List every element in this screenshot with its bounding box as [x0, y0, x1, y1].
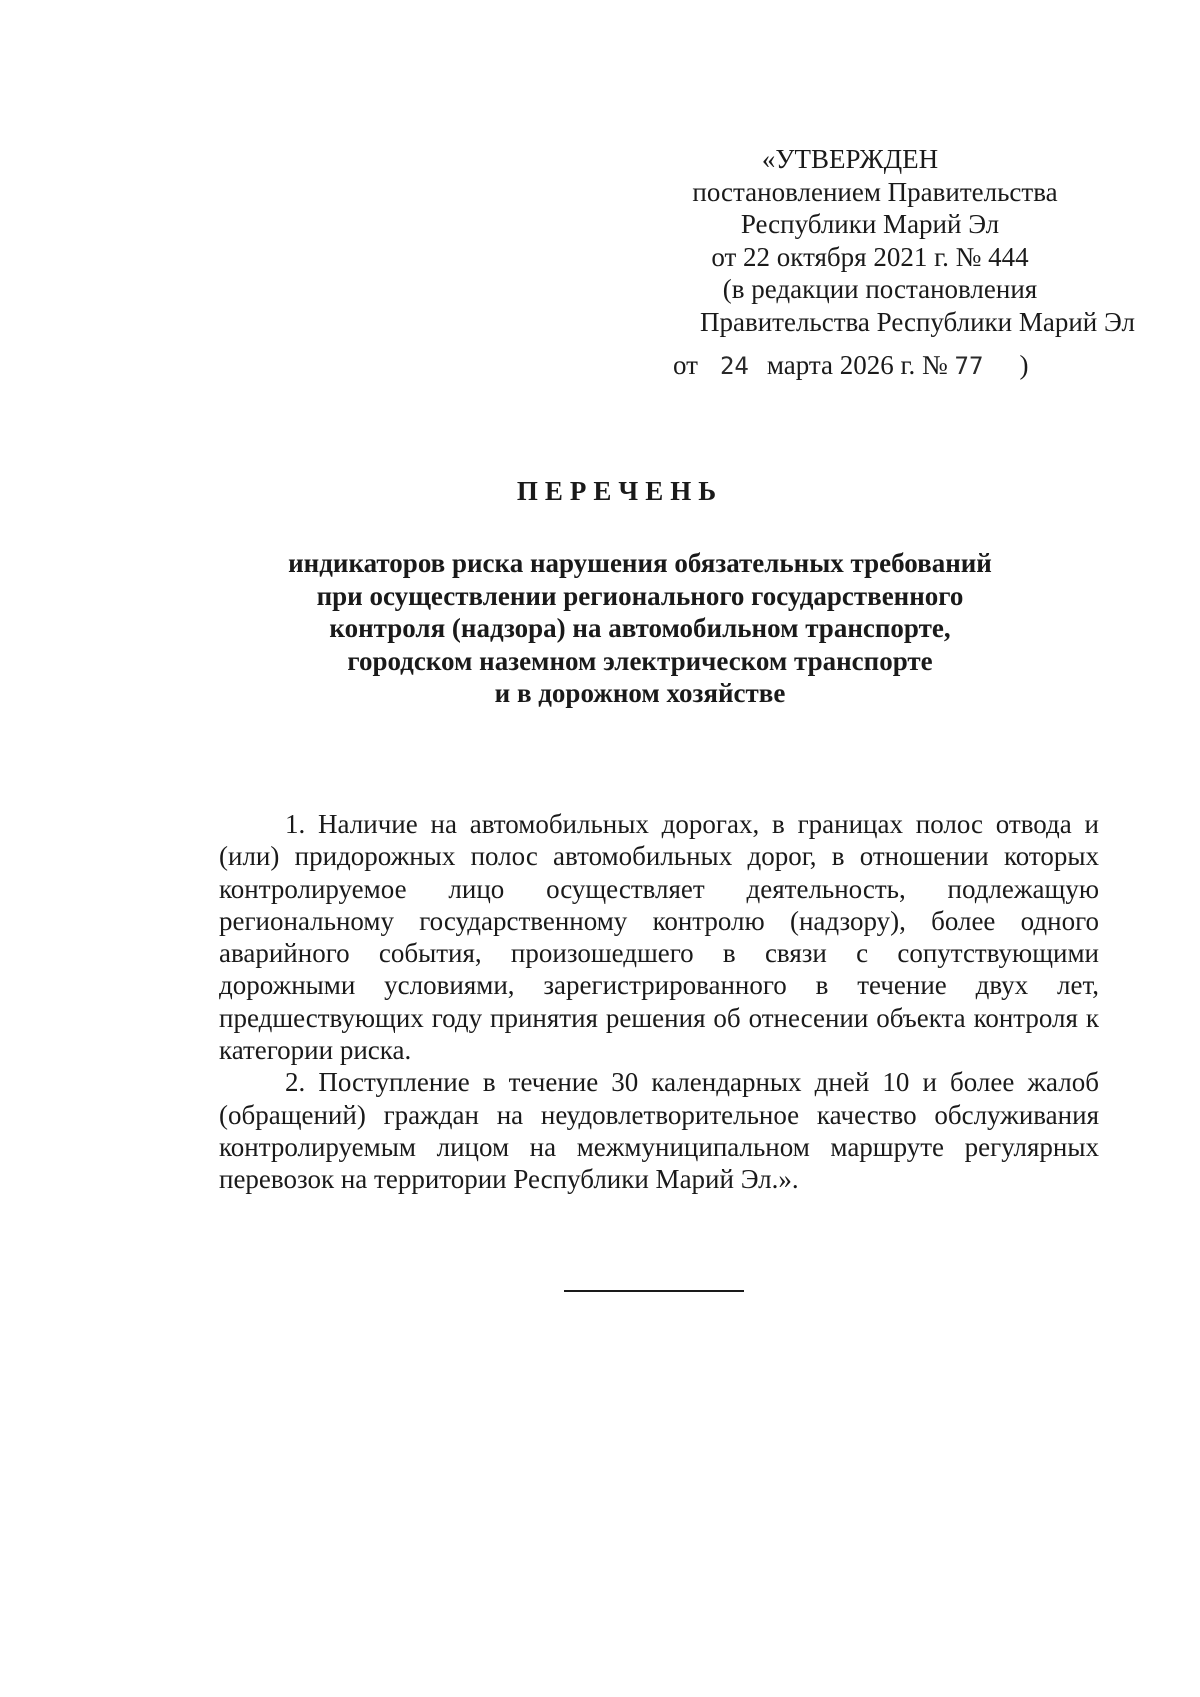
subtitle-line: при осуществлении регионального государственного: [316, 580, 964, 611]
subtitle-line: контроля (надзора) на автомобильном транспорте,: [329, 613, 951, 643]
handwritten-day: 24: [719, 352, 749, 380]
approval-stamp: [620, 143, 1135, 338]
date-prefix: от: [673, 350, 698, 380]
approval-amendment-date: [673, 349, 1028, 382]
document-heading: ПЕРЕЧЕНЬ: [516, 476, 724, 506]
document-body: [219, 808, 1099, 1196]
approval-line: Правительства Республики Марий Эл: [700, 306, 1135, 337]
date-suffix: ): [1019, 350, 1029, 380]
end-separator-line: [564, 1290, 744, 1292]
approval-line: постановлением Правительства: [692, 176, 1058, 207]
approval-line: «УТВЕРЖДЕН: [761, 144, 939, 174]
subtitle-line: индикаторов риска нарушения обязательных требований: [288, 548, 992, 578]
subtitle-line: и в дорожном хозяйстве: [494, 678, 786, 708]
paragraph-2: 2. Поступление в течение 30 календарных дней 10 и более жалоб (обращений) граждан на неудовлетворительное качество обслуживания контролируемым лицом на межмуниципальном маршруте регулярных перевозок на территории Республики Марий Эл.».: [219, 1067, 1099, 1195]
approval-line: (в редакции постановления: [722, 274, 1038, 304]
handwritten-number: 77: [954, 352, 984, 380]
document-subtitle: [240, 547, 1040, 710]
approval-line: Республики Марий Эл: [740, 209, 1000, 239]
paragraph-1: 1. Наличие на автомобильных дорогах, в границах полос отвода и (или) придорожных полос автомобильных дорог, в отношении которых контролируемое лицо осуществляет деятельность, подлежащую региональному государственному контролю (надзору), более одного аварийного события, произошедшего в связи с сопутствующими дорожными условиями, зарегистрированного в течение двух лет, предшествующих году принятия решения об отнесении объекта контроля к категории риска.: [219, 809, 1099, 1066]
subtitle-line: городском наземном электрическом транспорте: [347, 645, 933, 676]
date-month-year: марта 2026 г. №: [766, 350, 948, 380]
approval-line: от 22 октября 2021 г. № 444: [711, 241, 1029, 272]
